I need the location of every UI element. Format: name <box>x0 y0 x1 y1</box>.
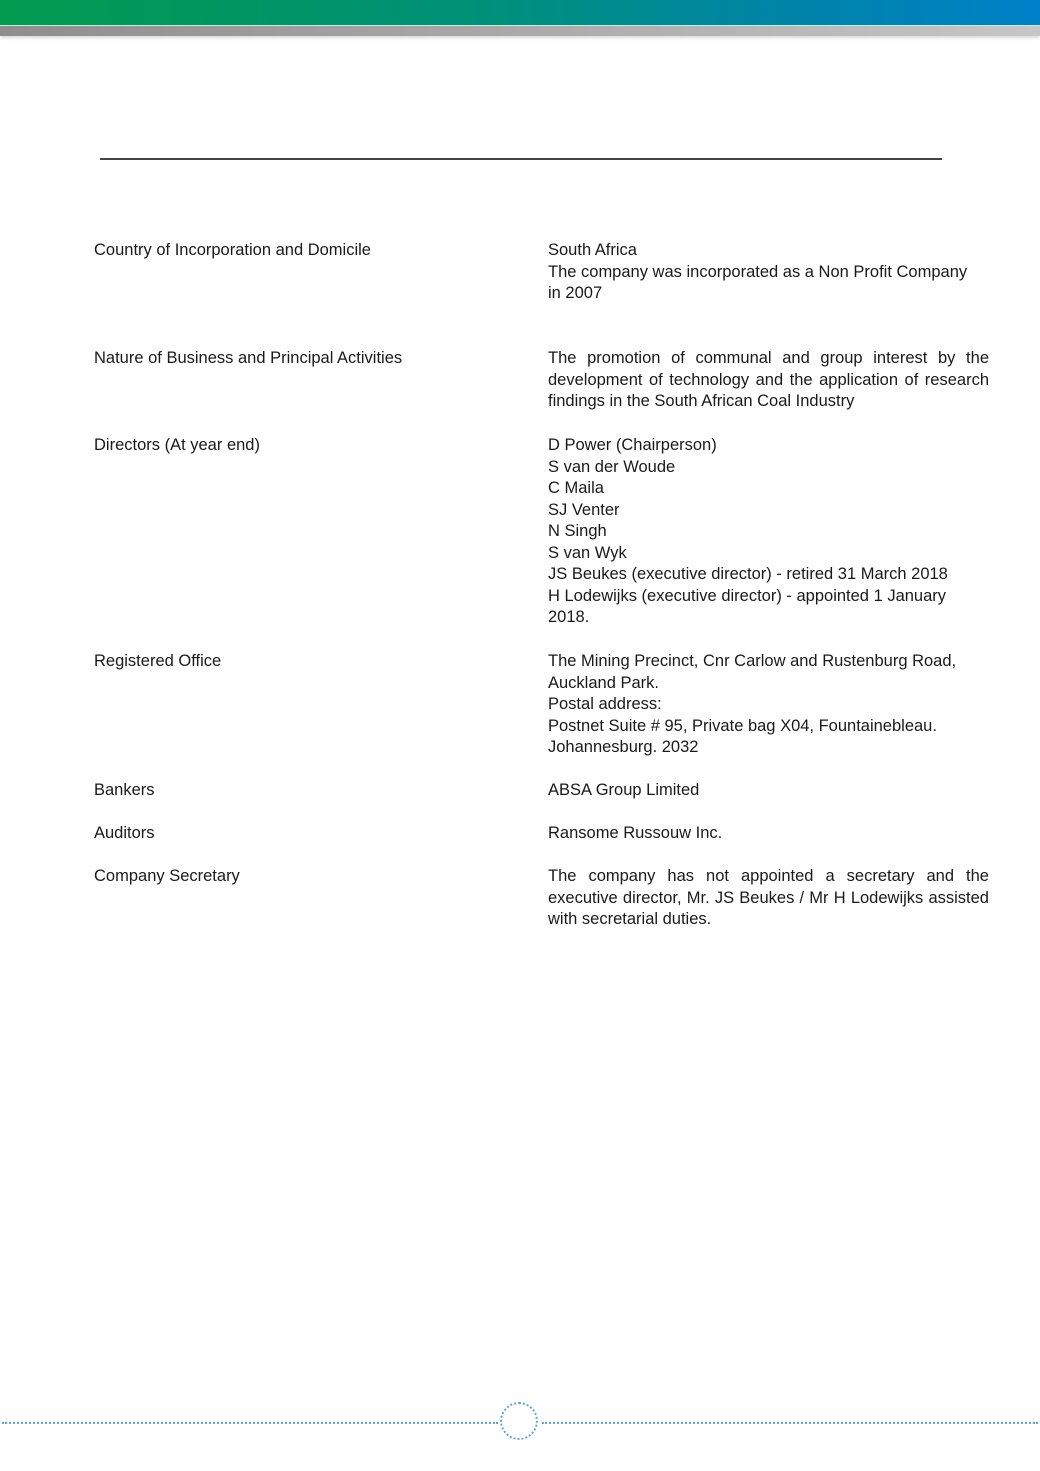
row-value <box>548 651 989 759</box>
value-line: The Mining Precinct, Cnr Carlow and Rustenburg Road, <box>548 652 957 670</box>
row-value <box>548 823 989 845</box>
director-name: H Lodewijks (executive director) - appointed 1 January <box>548 586 947 605</box>
row-value <box>548 780 989 802</box>
row-value <box>548 435 989 629</box>
value-line: South Africa <box>548 241 637 259</box>
row-value <box>548 348 989 413</box>
director-name: S van Wyk <box>548 543 627 562</box>
value-paragraph: The promotion of communal and group interest by the development of technology and the application of research findings in the South African Coal Industry <box>548 349 989 410</box>
row-label: Registered Office <box>94 652 222 670</box>
row-label: Nature of Business and Principal Activities <box>94 349 403 367</box>
director-name: JS Beukes (executive director) - retired 31 March 2018 <box>548 565 948 583</box>
value-paragraph: The company has not appointed a secretary and the executive director, Mr. JS Beukes / Mr H Lodewijks assisted with secretarial duties. <box>548 867 989 928</box>
director-name: 2018. <box>548 608 590 626</box>
value-line: The company was incorporated as a Non Profit Company <box>548 262 968 281</box>
row-value <box>548 240 989 305</box>
director-name: S van der Woude <box>548 457 676 476</box>
page-number-circle-icon <box>500 1402 538 1440</box>
value-line: in 2007 <box>548 284 603 302</box>
header-gray-bar <box>0 26 1040 36</box>
director-name: SJ Venter <box>548 500 620 519</box>
director-name: N Singh <box>548 522 607 540</box>
value-line: Johannesburg. 2032 <box>548 738 699 756</box>
value-line: Ransome Russouw Inc. <box>548 824 723 842</box>
row-label: Country of Incorporation and Domicile <box>94 241 371 259</box>
footer-dotted-line-left <box>2 1422 498 1424</box>
row-label: Bankers <box>94 781 155 799</box>
value-line: ABSA Group Limited <box>548 781 700 799</box>
row-label: Company Secretary <box>94 867 240 885</box>
row-label: Directors (At year end) <box>94 436 260 454</box>
value-line: Postal address: <box>548 695 662 713</box>
header-gradient-band <box>0 0 1040 25</box>
director-name: C Maila <box>548 479 604 497</box>
director-name: D Power (Chairperson) <box>548 436 717 454</box>
value-line: Auckland Park. <box>548 673 659 692</box>
footer-dotted-line-right <box>542 1422 1038 1424</box>
value-line: Postnet Suite # 95, Private bag X04, Fountainebleau. <box>548 716 937 735</box>
row-value <box>548 866 989 931</box>
title-divider <box>100 158 942 160</box>
row-label: Auditors <box>94 824 155 842</box>
